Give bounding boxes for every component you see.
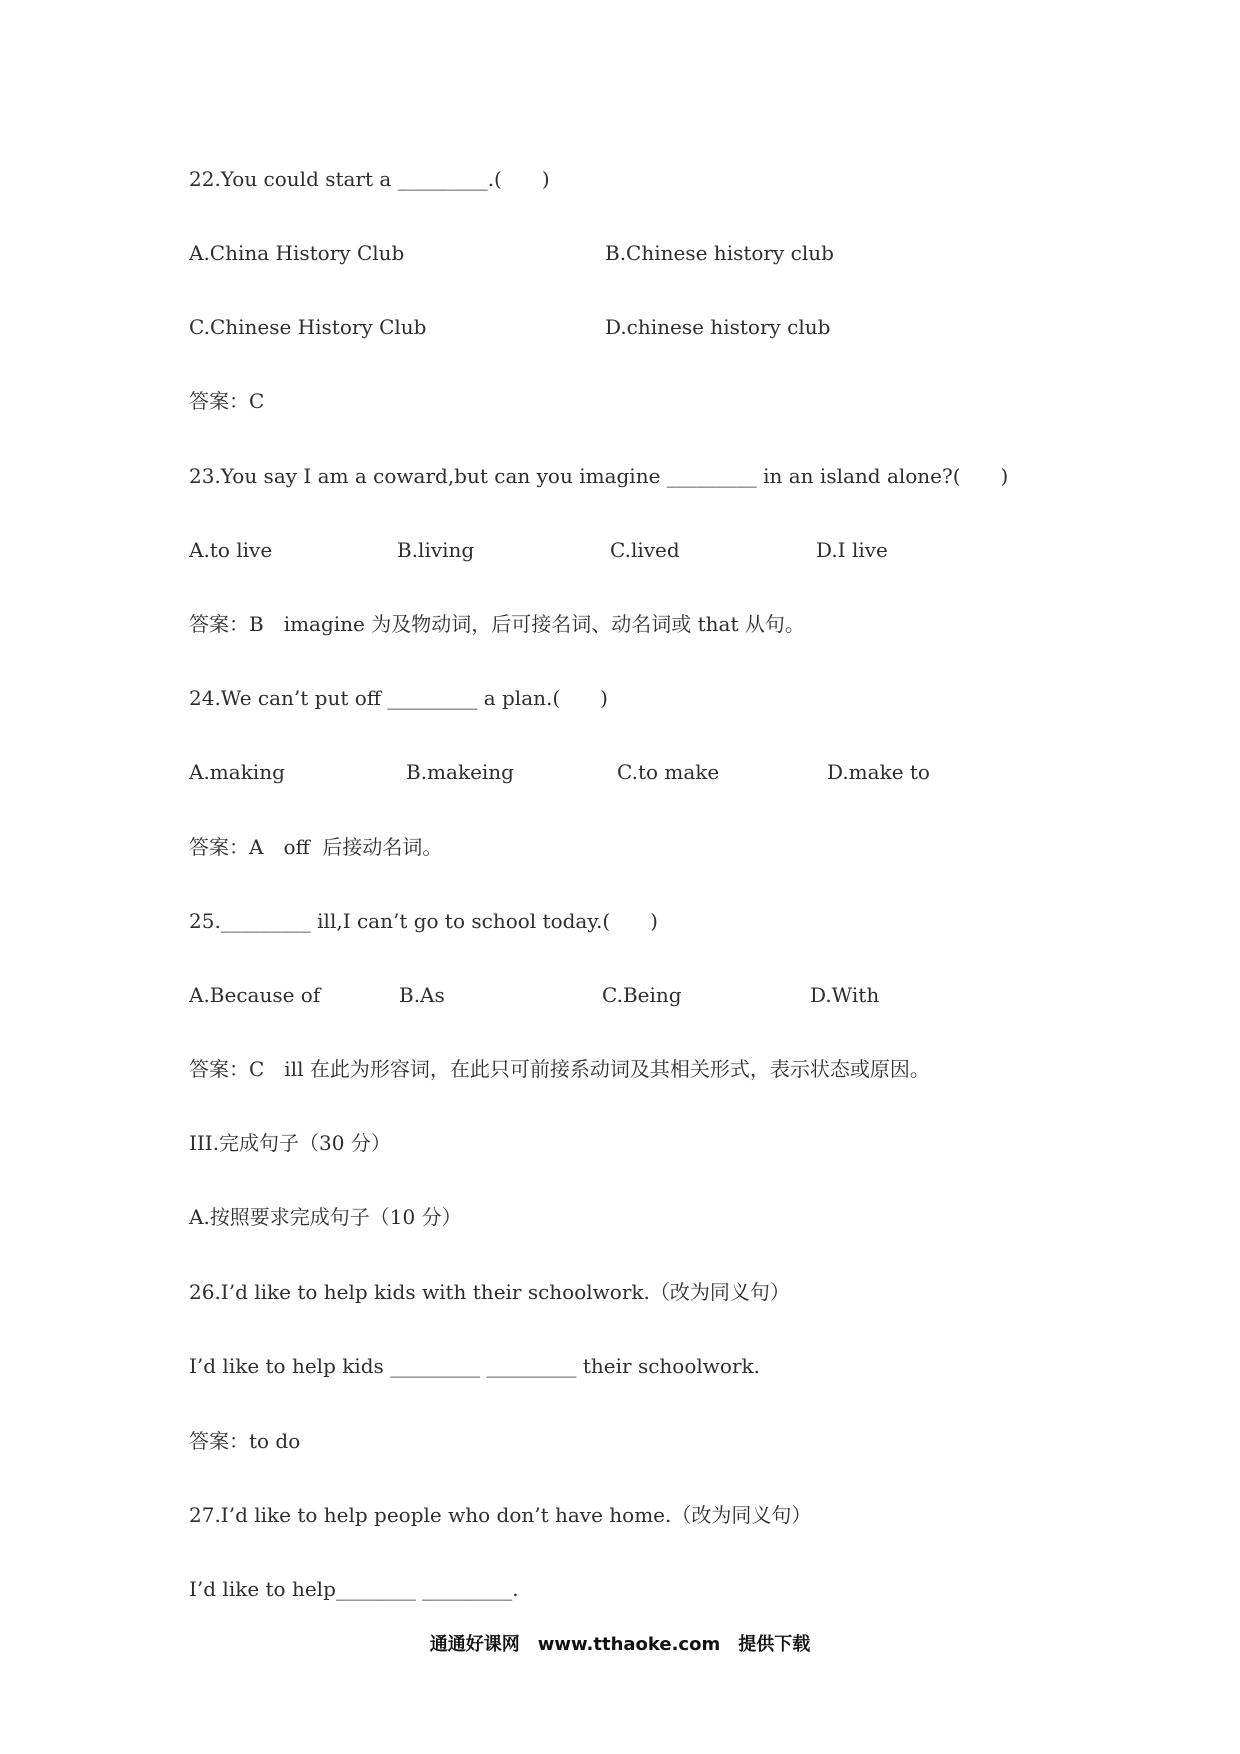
page-footer: 通通好课网 www.tthaoke.com 提供下载 — [429, 1634, 811, 1655]
q22-option-c: C.Chinese History Club — [189, 315, 427, 339]
question-26: 26.I’d like to help kids with their schoolwork.（改为同义句） — [189, 1280, 790, 1304]
q23-option-a: A.to live — [189, 538, 273, 562]
q25-option-a: A.Because of — [189, 983, 321, 1007]
q24-answer: 答案：A off 后接动名词。 — [189, 835, 443, 859]
q26-blank-line: I’d like to help kids _________ _________ their schoolwork. — [189, 1354, 760, 1378]
q22-answer: 答案：C — [189, 389, 265, 413]
section-3-title: III.完成句子（30 分） — [189, 1131, 391, 1155]
q27-blank-line: I’d like to help________ _________. — [189, 1577, 519, 1601]
q23-option-c: C.lived — [610, 538, 680, 562]
q25-option-d: D.With — [810, 983, 880, 1007]
section-3-subtitle: A.按照要求完成句子（10 分） — [189, 1205, 462, 1229]
q25-answer: 答案：C ill 在此为形容词，在此只可前接系动词及其相关形式，表示状态或原因。 — [189, 1057, 930, 1081]
question-25: 25._________ ill,I can’t go to school today.( ) — [189, 909, 658, 933]
q24-option-a: A.making — [189, 760, 285, 784]
q24-option-d: D.make to — [827, 760, 930, 784]
q23-option-d: D.I live — [816, 538, 888, 562]
q23-answer: 答案：B imagine 为及物动词，后可接名词、动名词或 that 从句。 — [189, 612, 805, 636]
q22-option-d: D.chinese history club — [605, 315, 831, 339]
question-24: 24.We can’t put off _________ a plan.( ) — [189, 686, 608, 710]
q24-option-b: B.makeing — [406, 760, 514, 784]
question-23: 23.You say I am a coward,but can you imagine _________ in an island alone?( ) — [189, 464, 1009, 488]
q24-option-c: C.to make — [617, 760, 720, 784]
question-22: 22.You could start a _________.( ) — [189, 167, 550, 191]
q25-option-c: C.Being — [602, 983, 682, 1007]
q26-answer: 答案：to do — [189, 1429, 301, 1453]
q25-option-b: B.As — [399, 983, 445, 1007]
q22-option-a: A.China History Club — [189, 241, 405, 265]
q23-option-b: B.living — [397, 538, 475, 562]
q22-option-b: B.Chinese history club — [605, 241, 834, 265]
question-27: 27.I’d like to help people who don’t have home.（改为同义句） — [189, 1503, 812, 1527]
